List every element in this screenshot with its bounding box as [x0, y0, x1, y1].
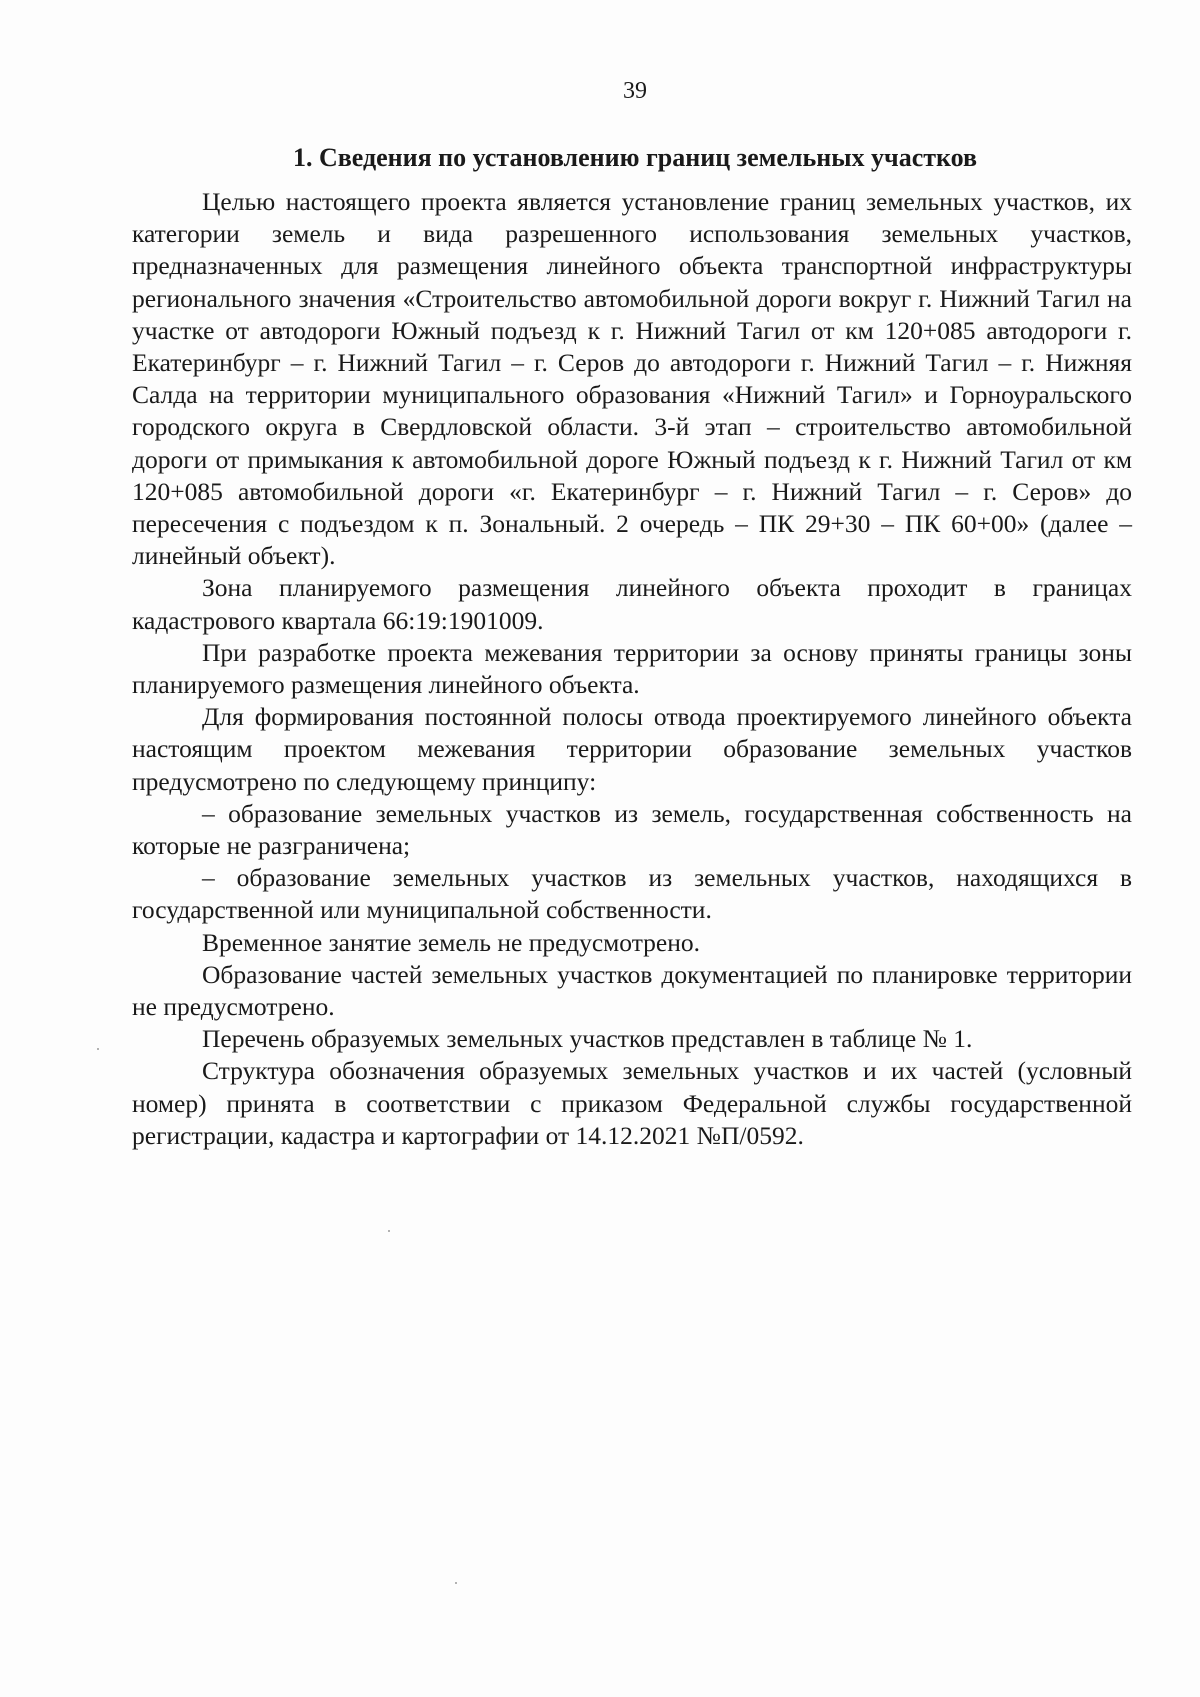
list-item-municipal-lands: – образование земельных участков из земельных участков, находящихся в государственной или муниципальной собственности. [132, 863, 1132, 925]
paragraph-cadastral-quarter: Зона планируемого размещения линейного объекта проходит в границах кадастрового квартала 66:19:1901009. [132, 573, 1132, 635]
paragraph-parts: Образование частей земельных участков документацией по планировке территории не предусмотрено. [132, 959, 1132, 1022]
paragraph-numbering-structure: Структура обозначения образуемых земельных участков и их частей (условный номер) принята в соответствии с приказом Федеральной службы государственной регистрации, кадастра и картографии от 14.12.2021 №П/0592. [132, 1056, 1132, 1150]
section-heading: 1. Сведения по установлению границ земельных участков [292, 143, 978, 172]
scan-speck [455, 1582, 457, 1584]
page-number: 39 [623, 78, 647, 104]
list-item-state-lands: – образование земельных участков из земель, государственная собственность на которые не разграничена; [132, 798, 1132, 861]
paragraph-basis: При разработке проекта межевания территории за основу приняты границы зоны планируемого размещения линейного объекта. [132, 637, 1132, 700]
paragraph-temporary-use: Временное занятие земель не предусмотрено. [202, 927, 701, 957]
section-body [132, 186, 1132, 1152]
paragraph-principle: Для формирования постоянной полосы отвода проектируемого линейного объекта настоящим проектом межевания территории образование земельных участков предусмотрено по следующему принципу: [132, 702, 1132, 796]
paragraph-table-reference: Перечень образуемых земельных участков представлен в таблице № 1. [202, 1024, 973, 1054]
scan-speck [97, 1048, 99, 1050]
paragraph-purpose: Целью настоящего проекта является установление границ земельных участков, их категории земель и вида разрешенного использования земельных участков, предназначенных для размещения линейного объекта транспортной инфраструктуры регионального значения «Строительство автомобильной дороги вокруг г. Нижний Тагил на участке от автодороги Южный подъезд к г. Нижний Тагил от км 120+085 автодороги г. Екатеринбург – г. Нижний Тагил – г. Серов до автодороги г. Нижний Тагил – г. Нижняя Салда на территории муниципального образования «Нижний Тагил» и Горноуральского городского округа в Свердловской области. 3-й этап – строительство автомобильной дороги от примыкания к автомобильной дороге Южный подъезд к г. Нижний Тагил от км 120+085 автомобильной дороги «г. Екатеринбург – г. Нижний Тагил – г. Серов» до пересечения с подъездом к п. Зональный. 2 очередь – ПК 29+30 – ПК 60+00» (далее – линейный объект). [132, 187, 1132, 571]
scan-speck [388, 1230, 390, 1232]
